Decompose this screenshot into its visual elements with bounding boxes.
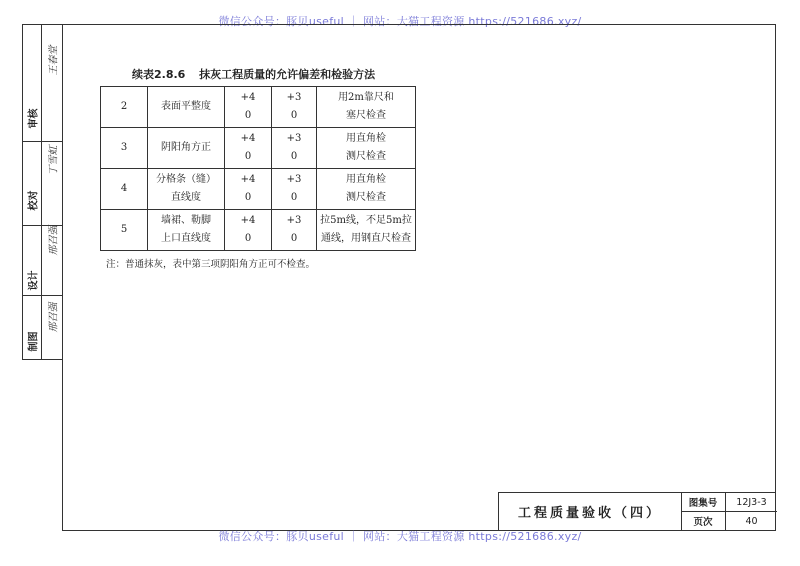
watermark-bottom: 微信公众号：豚贝useful ｜ 网站：大猫工程资源 https://521686.xyz/ — [218, 530, 582, 543]
page-number-value: 40 — [745, 515, 758, 527]
row-tolerance-b: +3 0 — [272, 128, 317, 169]
row-method: 用直角检 测尺检查 — [317, 128, 416, 169]
row-method: 用直角检 测尺检查 — [317, 169, 416, 210]
atlas-number-value: 12J3-3 — [736, 496, 767, 508]
row-index: 5 — [101, 210, 148, 251]
row-tolerance-b: +3 0 — [272, 169, 317, 210]
table-row — [101, 210, 416, 251]
signoff-signature-design: 邢召强 — [48, 225, 60, 255]
table-title: 抹灰工程质量的允许偏差和检验方法 — [199, 68, 376, 81]
row-tolerance-a: +4 0 — [225, 169, 272, 210]
row-method: 用2m靠尺和 塞尺检查 — [317, 87, 416, 128]
row-tolerance-b: +3 0 — [272, 210, 317, 251]
row-tolerance-a: +4 0 — [225, 210, 272, 251]
signoff-strip — [22, 24, 62, 360]
row-index: 2 — [101, 87, 148, 128]
table-row — [101, 128, 416, 169]
atlas-number-label: 图集号 — [688, 498, 718, 509]
table-row — [101, 169, 416, 210]
table-note: 注：普通抹灰，表中第三项阴阳角方正可不检查。 — [106, 259, 316, 270]
row-tolerance-a: +4 0 — [225, 128, 272, 169]
row-item: 墙裙、勒脚 上口直线度 — [148, 210, 225, 251]
row-item: 阴阳角方正 — [148, 128, 225, 169]
row-index: 3 — [101, 128, 148, 169]
row-tolerance-b: +3 0 — [272, 87, 317, 128]
signoff-signature-check: 丁雪虹 — [48, 145, 60, 175]
row-tolerance-a: +4 0 — [225, 87, 272, 128]
table-row — [101, 87, 416, 128]
signoff-label-check: 校对 — [28, 190, 40, 210]
title-block — [498, 492, 776, 531]
row-method: 拉5m线，不足5m拉 通线，用钢直尺检查 — [317, 210, 416, 251]
tolerance-table — [100, 86, 416, 251]
table-number: 续表2.8.6 — [132, 68, 186, 81]
page-number-label: 页次 — [693, 517, 713, 528]
row-item: 分格条（缝） 直线度 — [148, 169, 225, 210]
row-item: 表面平整度 — [148, 87, 225, 128]
signoff-label-design: 设计 — [28, 270, 40, 290]
signoff-signature-draw: 邢召强 — [48, 302, 60, 332]
signoff-signature-review: 王春堂 — [48, 45, 60, 75]
watermark-top: 微信公众号：豚贝useful ｜ 网站：大猫工程资源 https://521686.xyz/ — [218, 15, 582, 28]
signoff-label-draw: 制图 — [28, 331, 40, 351]
row-index: 4 — [101, 169, 148, 210]
signoff-label-review: 审核 — [28, 108, 40, 128]
table-caption — [132, 66, 375, 82]
drawing-title: 工程质量验收（四） — [499, 493, 682, 530]
